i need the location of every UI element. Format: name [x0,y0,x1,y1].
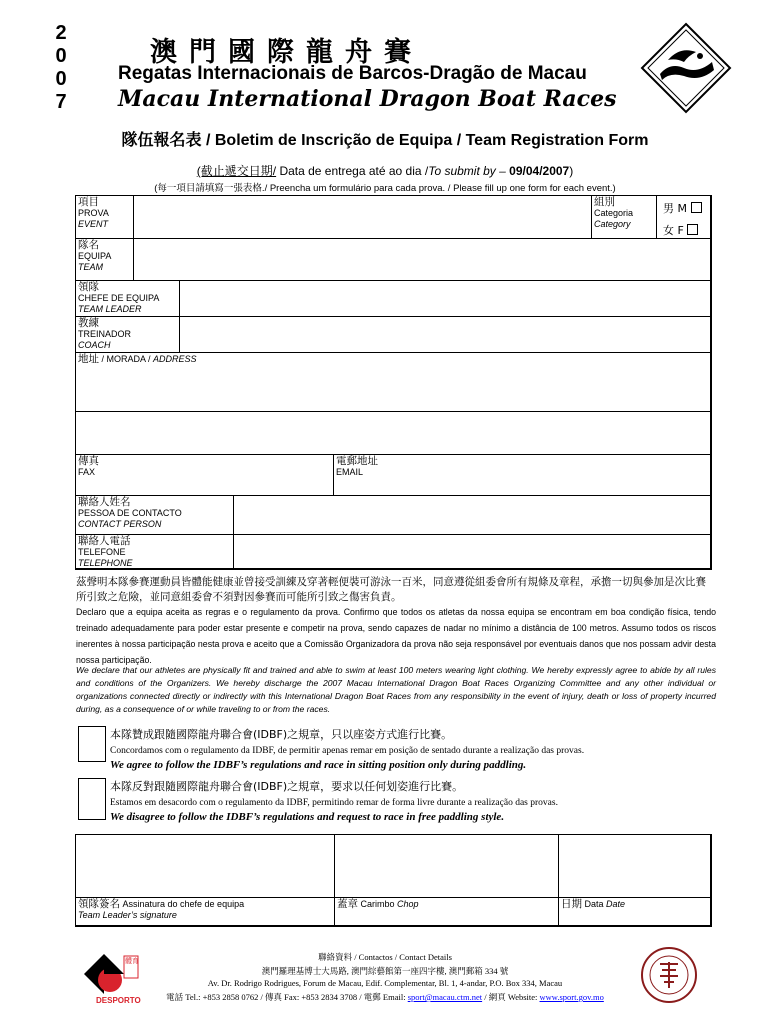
agree-zh: 本隊贊成跟隨國際龍舟聯合會(IDBF)之規章，只以座姿方式進行比賽。 [110,728,453,741]
category-label-pt: Categoria [594,208,634,218]
website-link[interactable]: www.sport.gov.mo [539,992,604,1002]
disagree-zh: 本隊反對跟隨國際龍舟聯合會(IDBF)之規章，要求以任何划姿進行比賽。 [110,780,464,793]
footer-heading: 聯絡資料 / Contactos / Contact Details [318,952,452,962]
declaration-zh: 茲聲明本隊參賽運動員皆體能健康並曾接受訓練及穿著輕便裝可游泳一百米，同意遵從組委會所有規條及章程，承擔一切與參加是次比賽所引致之危險，並同意組委會不須對因參賽而可能所引致之傷害負責。 [76,576,706,603]
email-link[interactable]: sport@macau.ctm.net [407,992,483,1002]
desporto-logo [80,950,144,1008]
event-input[interactable] [133,195,592,239]
phone-input[interactable] [233,534,712,570]
coach-label [75,316,180,353]
leader-signature-box[interactable] [75,834,335,898]
deadline-date: 09/04/2007 [505,164,570,178]
contact-label-zh: 聯絡人姓名 [78,496,131,508]
address-label-pt: / MORADA / [99,354,154,364]
leader-label-pt: CHEFE DE EQUIPA [78,293,160,303]
phone-label-pt: TELEFONE [78,547,126,557]
category-label-en: Category [594,219,631,229]
female-option[interactable] [663,222,698,238]
email-label-en: EMAIL [336,467,364,477]
year-vertical [52,22,70,114]
agree-pt: Concordamos com o regulamento da IDBF, de permitir apenas remar em posição de sentado durante a realização das provas. [110,746,585,756]
sig-leader-pt: Assinatura do chefe de equipa [120,899,245,909]
coach-label-pt: TREINADOR [78,329,132,339]
deadline-pt: Data de entrega até ao dia / [276,164,429,178]
deadline-close: ) [569,164,574,178]
form-title: 隊伍報名表 / Boletim de Inscrição de Equipa / Team Registration Form [121,132,649,149]
footer-contacts-mid: / 網頁 Website: [482,992,540,1002]
address-label-zh: 地址 [78,353,99,365]
sig-chop-pt: Carimbo [358,899,398,909]
team-label-zh: 隊名 [78,239,99,251]
sig-leader-zh: 領隊簽名 [78,898,120,910]
disagree-en: We disagree to follow the IDBF’s regulations and request to race in free paddling style. [110,811,505,823]
registration-grid [75,195,711,569]
female-checkbox[interactable] [687,224,698,235]
contact-label-en: CONTACT PERSON [78,519,162,529]
phone-label-en: TELEPHONE [78,558,133,568]
disagree-option [110,778,720,823]
sig-leader-en: Team Leader’s signature [78,910,177,920]
association-seal-icon [640,946,698,1004]
category-label-zh: 組別 [594,196,615,208]
male-checkbox[interactable] [691,202,702,213]
male-option[interactable] [663,200,702,216]
sig-date-zh: 日期 [561,898,582,910]
address-label-en: ADDRESS [153,354,197,364]
sig-date-pt: Data [582,899,607,909]
address-divider [76,411,712,412]
event-label-zh: 項目 [78,196,99,208]
footer-contacts-prefix: 電話 Tel.: +853 2858 0762 / 傳真 Fax: +853 2834 3708 / 電郵 Email: [166,992,408,1002]
footer-address-pt: Av. Dr. Rodrigo Rodrigues, Forum de Macau, Edif. Complementar, Bl. 1, 4-andar, P.O. Box 334, Macau [207,978,563,988]
fax-label-en: FAX [78,467,96,477]
team-label-pt: EQUIPA [78,251,112,261]
leader-label-zh: 領隊 [78,281,99,293]
male-label: 男 M [663,202,687,215]
declaration-en: We declare that our athletes are physically fit and trained and able to swim at least 100 meters wearing light clothing. We hereby expressly agree to abide by all rules and conditions of the Organizers. We hereby discharge the 2007 Macau International Dragon Boat Races Organizing Committee and any other individual or organizations connected directly or indirectly with this International Dragon Boat Races from any responsibility in the event of injury, death or loss of property incurred during, as a consequence of or while traveling to or from the races. [76,665,716,714]
team-label [75,238,134,281]
declaration-pt: Declaro que a equipa aceita as regras e o regulamento da prova. Confirmo que todos os atletas da nossa equipa se encontram em boa condição física, tendo treinado adequadamente para poder estar presente e competir na prova, sendo capazes de nadar no mínimo a distância de 100 metros. Assumo todos os riscos inerentes à nossa participação nesta prova e aceito que a Comissão Organizadora da prova não seja responsável por eventuais danos que nos possam advir desta nossa participação. [76,607,716,665]
dragon-boat-logo [640,22,732,114]
email-label-zh: 電郵地址 [336,455,378,467]
coach-label-zh: 教練 [78,317,99,329]
sig-chop-en: Chop [397,899,419,909]
year-digit: 2 [55,22,67,44]
desporto-logo-zh: 體育 [125,957,139,965]
deadline [0,162,770,179]
year-digit: 0 [55,68,67,90]
female-label: 女 F [663,224,684,237]
signature-grid [75,834,711,926]
date-label [558,897,712,927]
sig-date-en: Date [606,899,626,909]
contact-label-pt: PESSOA DE CONTACTO [78,508,182,518]
contact-label [75,495,234,535]
event-label-pt: PROVA [78,208,109,218]
agree-en: We agree to follow the IDBF’s regulations and race in sitting position only during paddling. [110,759,527,771]
date-box[interactable] [558,834,712,898]
title-portuguese: Regatas Internacionais de Barcos-Dragão de Macau [118,63,587,84]
email-field[interactable] [333,454,712,496]
disagree-pt: Estamos em desacordo com o regulamento da IDBF, permitindo remar de forma livre durante a realização das provas. [110,798,558,808]
leader-signature-label [75,897,335,927]
footer-address-zh: 澳門羅理基博士大馬路, 澳門綜藝館第一座四字樓, 澳門郵箱 334 號 [261,966,509,976]
sig-chop-zh: 蓋章 [337,898,358,910]
leader-label-en: TEAM LEADER [78,304,142,314]
chop-box[interactable] [334,834,559,898]
address-field[interactable] [75,352,712,455]
contact-input[interactable] [233,495,712,535]
team-input[interactable] [133,238,712,281]
fax-field[interactable] [75,454,334,496]
leader-input[interactable] [179,280,712,317]
phone-label-zh: 聯絡人電話 [78,535,131,547]
coach-label-en: COACH [78,340,111,350]
year-digit: 0 [55,45,67,67]
title-chinese: 澳門國際龍舟賽 [150,37,423,68]
leader-label [75,280,180,317]
year-digit: 7 [55,91,67,113]
deadline-en: To submit by – [428,164,506,178]
phone-label [75,534,234,570]
disagree-checkbox[interactable] [78,778,106,820]
event-label [75,195,134,239]
coach-input[interactable] [179,316,712,353]
gender-options [656,195,712,239]
agree-checkbox[interactable] [78,726,106,762]
desporto-logo-text: DESPORTO [96,996,141,1005]
agree-option [110,726,720,771]
title-english: Macau International Dragon Boat Races [118,86,617,112]
fill-note: (每一項目請填寫一張表格./ Preencha um formulário para cada prova. / Please fill up one form for each event.) [154,183,616,194]
team-label-en: TEAM [78,262,104,272]
event-label-en: EVENT [78,219,109,229]
chop-label [334,897,559,927]
category-label [591,195,657,239]
fax-label-zh: 傳真 [78,455,99,467]
deadline-zh: (截止遞交日期/ [196,164,277,178]
